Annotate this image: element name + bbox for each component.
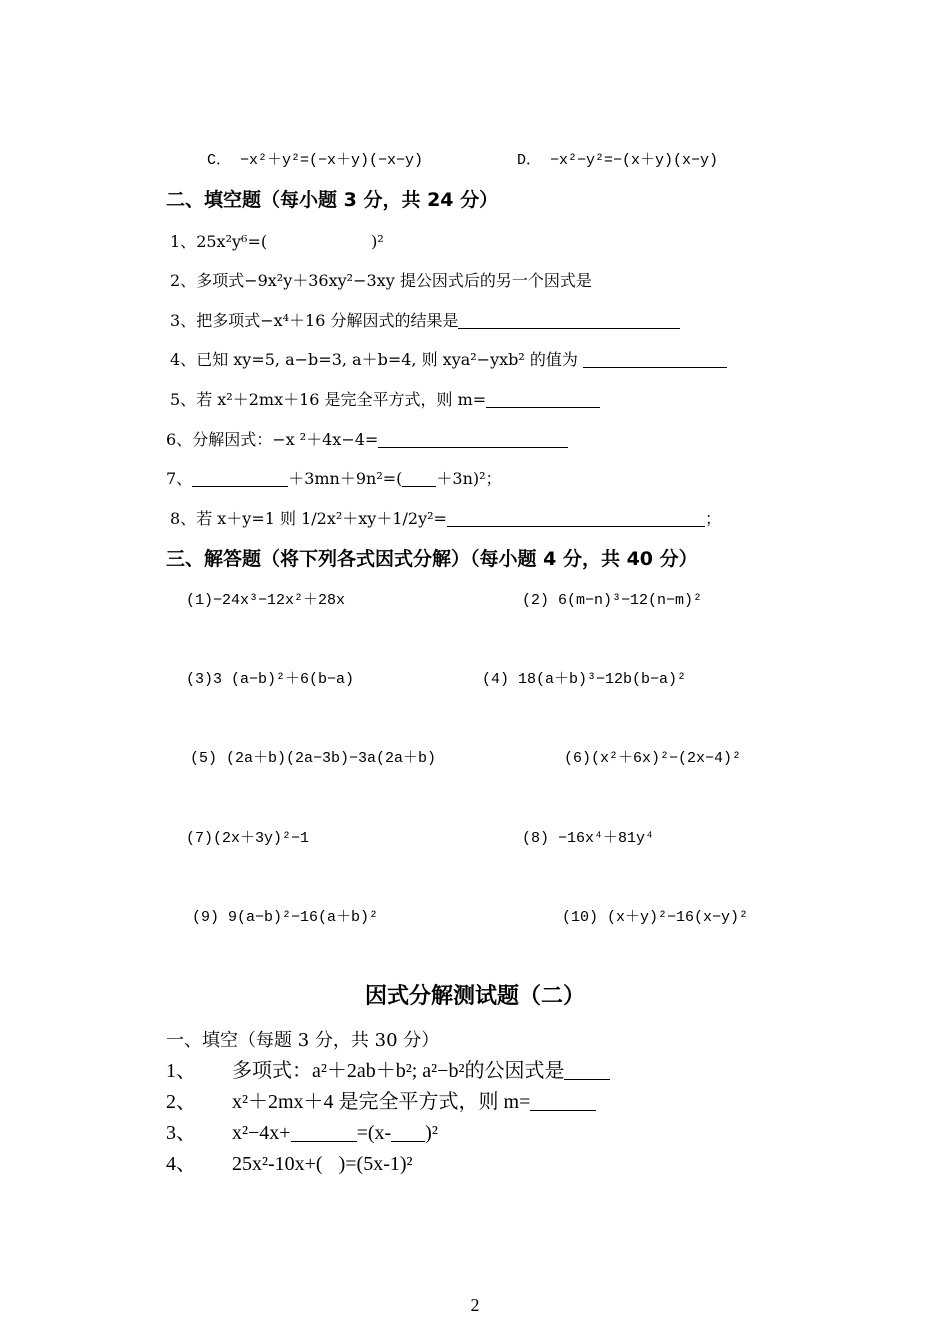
option-d-label: D．: [517, 152, 542, 169]
s2-question-8: [170, 509, 721, 529]
s2-q1-text: 25x²y⁶=(: [196, 232, 268, 251]
s2-q2-text: 多项式−9x²y＋36xy²−3xy 提公因式后的另一个因式是: [196, 271, 592, 290]
p2-q2-num: 2、: [166, 1091, 196, 1113]
s2-q1-num: 1、: [170, 232, 197, 251]
answer-blank: [564, 1059, 610, 1080]
answer-blank: [391, 1121, 425, 1142]
s2-question-1: [170, 232, 384, 252]
option-c-expr: −x²＋y²=(−x＋y)(−x−y): [240, 152, 424, 169]
s2-question-2: [170, 271, 592, 291]
s2-q3-num: 3、: [170, 311, 197, 330]
p2-q4-num: 4、: [166, 1153, 196, 1175]
s3-item-5: (5) (2a＋b)(2a−3b)−3a(2a＋b): [190, 750, 437, 767]
part2-heading: 一、填空（每题 3 分，共 30 分）: [166, 1030, 440, 1051]
option-d: [517, 151, 718, 171]
s3-item-9: (9) 9(a−b)²−16(a＋b)²: [192, 909, 379, 926]
s2-question-5: [170, 390, 600, 410]
p2-q3-mid: =(x-: [356, 1122, 392, 1144]
s2-question-4: [170, 350, 727, 370]
page-number: 2: [470, 1295, 480, 1315]
s3-item-7: (7)(2x＋3y)²−1: [186, 830, 310, 847]
p2-q4-mid: )=(5x-1)²: [338, 1153, 413, 1175]
p2-q3-text: x²−4x+: [232, 1122, 291, 1144]
s2-q6-num: 6、: [166, 430, 193, 449]
p2-q2-text: x²＋2mx＋4 是完全平方式，则 m=: [232, 1091, 531, 1113]
part2-title: 因式分解测试题（二）: [364, 984, 585, 1009]
s2-question-6: [166, 430, 568, 450]
s2-q4-num: 4、: [170, 350, 197, 369]
answer-blank: [291, 1121, 357, 1142]
s3-item-3: (3)3 (a−b)²＋6(b−a): [186, 671, 355, 688]
s2-q8-end: ；: [704, 509, 721, 528]
s2-q1-tail: )²: [371, 232, 384, 251]
s3-item-4: (4) 18(a＋b)³−12b(b−a)²: [482, 671, 687, 688]
s3-item-8: (8) −16x⁴＋81y⁴: [522, 830, 655, 847]
answer-blank: [378, 431, 568, 448]
s2-q7-mid2: ＋3n)²；: [436, 469, 502, 488]
p2-q3-num: 3、: [166, 1122, 196, 1144]
p2-question-2: [166, 1090, 596, 1114]
answer-blank: [530, 1090, 596, 1111]
s2-q6-text: 分解因式：−x ²＋4x−4=: [192, 430, 379, 449]
s3-item-6: (6)(x²＋6x)²−(2x−4)²: [564, 750, 742, 767]
p2-q3-tail: )²: [425, 1122, 438, 1144]
s2-q8-num: 8、: [170, 509, 197, 528]
s2-q7-mid: ＋3mn＋9n²=(: [288, 469, 403, 488]
s3-item-1: (1)−24x³−12x²＋28x: [186, 592, 346, 609]
s3-item-10: (10) (x＋y)²−16(x−y)²: [562, 909, 749, 926]
s2-q2-num: 2、: [170, 271, 197, 290]
s2-question-3: [170, 311, 680, 331]
s2-q8-text: 若 x＋y=1 则 1/2x²＋xy＋1/2y²=: [196, 509, 447, 528]
option-c: [207, 151, 423, 171]
option-d-expr: −x²−y²=−(x＋y)(x−y): [550, 152, 719, 169]
s2-question-7: [166, 469, 502, 489]
p2-q4-text: 25x²-10x+(: [232, 1153, 323, 1175]
p2-question-4: [166, 1152, 413, 1176]
section3-heading: 三、解答题（将下列各式因式分解）（每小题 4 分，共 40 分）: [166, 548, 698, 570]
answer-blank: [486, 391, 600, 408]
section2-heading: 二、填空题（每小题 3 分，共 24 分）: [166, 189, 499, 211]
option-c-label: C．: [207, 152, 232, 169]
p2-question-1: [166, 1059, 610, 1083]
answer-blank: [447, 510, 705, 527]
answer-blank: [458, 312, 680, 329]
p2-q1-num: 1、: [166, 1060, 196, 1082]
p2-q1-text: 多项式：a²＋2ab＋b²; a²−b²的公因式是: [232, 1060, 565, 1082]
s3-item-2: (2) 6(m−n)³−12(n−m)²: [522, 592, 703, 609]
s2-q7-num: 7、: [166, 469, 193, 488]
p2-question-3: [166, 1121, 438, 1145]
answer-blank: [192, 470, 288, 487]
s2-q3-text: 把多项式−x⁴＋16 分解因式的结果是: [196, 311, 459, 330]
answer-blank: [583, 351, 727, 368]
s2-q4-text: 已知 xy=5, a−b=3, a＋b=4, 则 xya²−yxb² 的值为: [196, 350, 578, 369]
s2-q5-num: 5、: [170, 390, 197, 409]
answer-blank: [402, 470, 436, 487]
s2-q5-text: 若 x²＋2mx＋16 是完全平方式，则 m=: [196, 390, 487, 409]
